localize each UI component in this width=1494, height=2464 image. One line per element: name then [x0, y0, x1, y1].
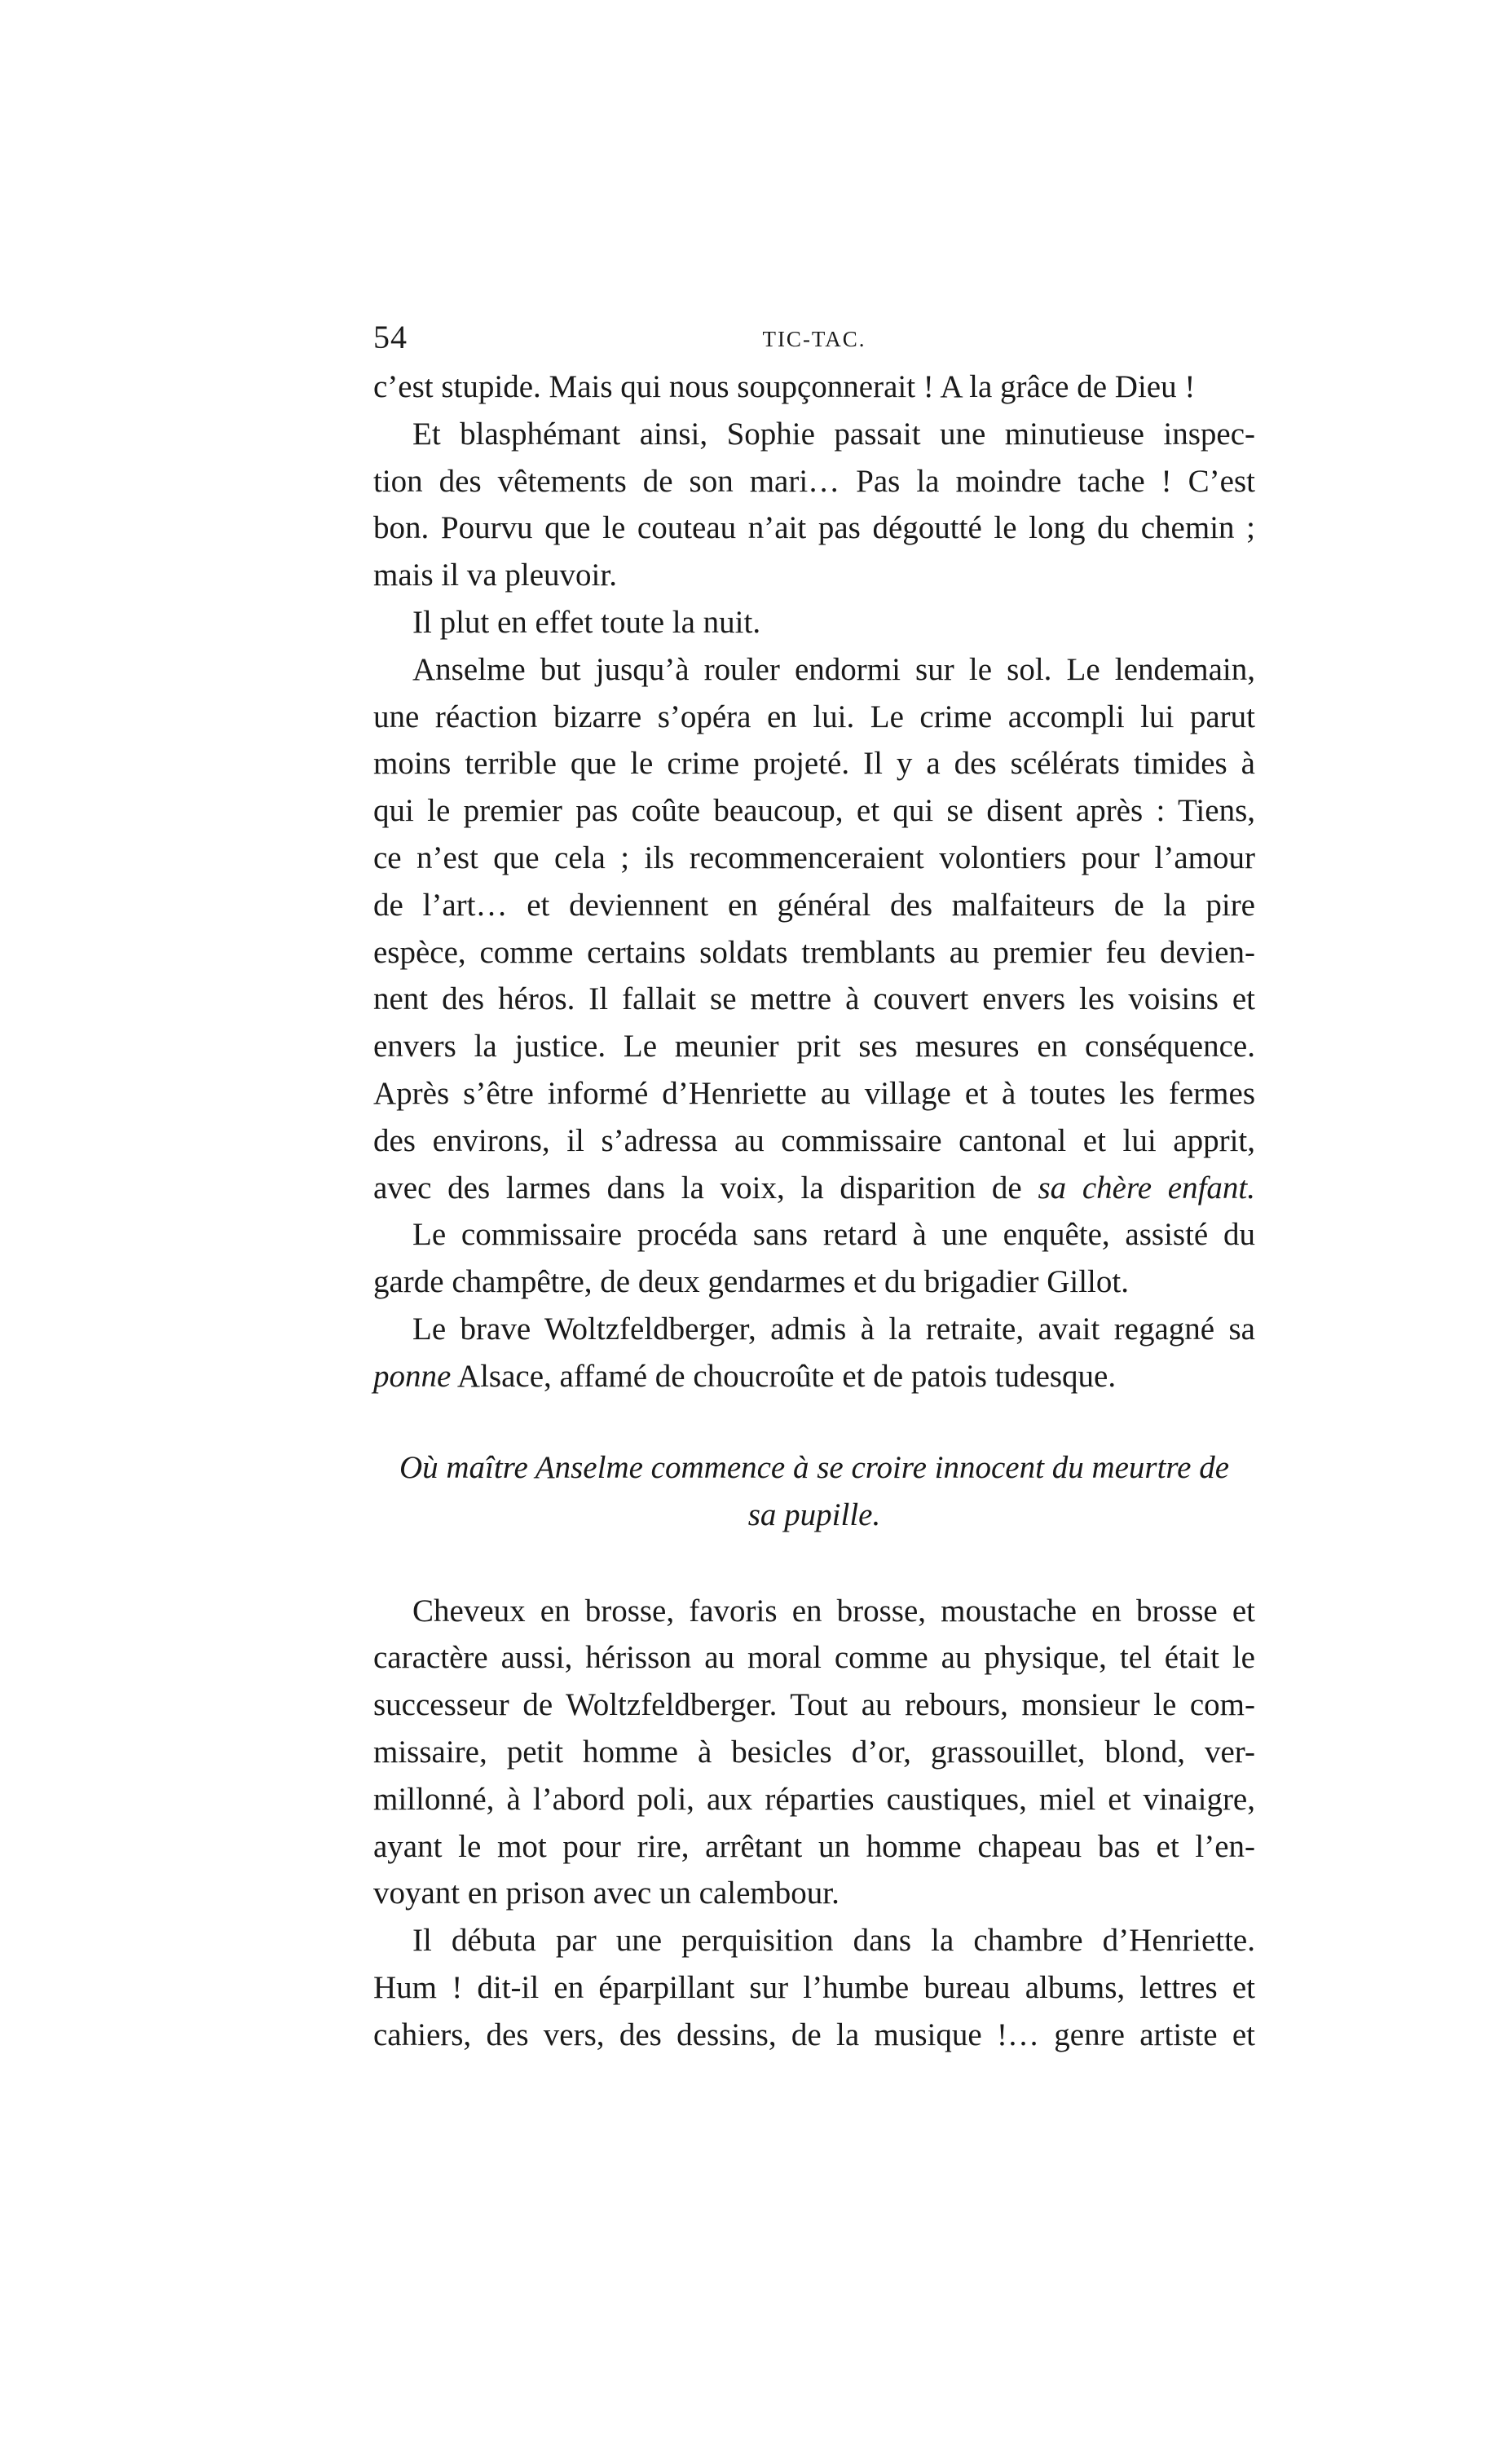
- paragraph-1: [373, 364, 1255, 411]
- text-line: Après s’être informé d’Henriette au village et à toutes les fermes: [373, 1075, 1255, 1111]
- text-line: caractère aussi, hérisson au moral comme au physique, tel était le: [373, 1640, 1255, 1676]
- text-line: tion des vêtements de son mari… Pas la moindre tache ! C’est: [373, 463, 1255, 499]
- text-line: ayant le mot pour rire, arrêtant un homme chapeau bas et l’en-: [373, 1828, 1255, 1864]
- text-line: Le commissaire procéda sans retard à une enquête, assisté du: [412, 1217, 1255, 1253]
- text-line: c’est stupide. Mais qui nous soupçonnerait ! A la grâce de Dieu !: [373, 369, 1196, 404]
- text-line: Cheveux en brosse, favoris en brosse, moustache en brosse et: [412, 1593, 1255, 1629]
- page-number: 54: [373, 319, 408, 355]
- italic-word: ponne: [373, 1358, 452, 1394]
- text-line: garde champêtre, de deux gendarmes et du brigadier Gillot.: [373, 1264, 1129, 1300]
- text-line: Il débuta par une perquisition dans la chambre d’Henriette.: [412, 1923, 1255, 1959]
- text-line: Il plut en effet toute la nuit.: [412, 604, 761, 640]
- section-heading: [373, 1444, 1255, 1539]
- text-line: des environs, il s’adressa au commissaire cantonal et lui apprit,: [373, 1122, 1255, 1158]
- text-line: moins terrible que le crime projeté. Il y a des scélérats timides à: [373, 746, 1255, 782]
- italic-phrase: sa chère enfant.: [1038, 1170, 1255, 1206]
- section-paragraph-2: [373, 1917, 1255, 2058]
- paragraph-4: [373, 646, 1255, 1212]
- text-line: missaire, petit homme à besicles d’or, grassouillet, blond, ver-: [373, 1734, 1255, 1770]
- text-line: Le brave Woltzfeldberger, admis à la retraite, avait regagné sa: [412, 1311, 1255, 1347]
- section-heading-line: Où maître Anselme commence à se croire innocent du meurtre de: [399, 1449, 1230, 1485]
- text-line: Anselme but jusqu’à rouler endormi sur le sol. Le lendemain,: [412, 651, 1255, 687]
- section-paragraph-1: [373, 1588, 1255, 1918]
- page-header: [373, 316, 1255, 364]
- paragraph-3: [373, 599, 1255, 646]
- section-heading-line: sa pupille.: [747, 1496, 881, 1532]
- text-line-with-italic: [373, 1165, 1255, 1212]
- text-line: cahiers, des vers, des dessins, de la musique !… genre artiste et: [373, 2017, 1255, 2052]
- text-line: successeur de Woltzfeldberger. Tout au rebours, monsieur le com-: [373, 1687, 1255, 1723]
- text-line: espèce, comme certains soldats tremblants au premier feu devien-: [373, 934, 1255, 970]
- text-line: qui le premier pas coûte beaucoup, et qui se disent après : Tiens,: [373, 793, 1255, 829]
- text-segment: avec des larmes dans la voix, la disparition de: [373, 1170, 1022, 1206]
- text-line: mais il va pleuvoir.: [373, 558, 617, 593]
- text-segment: Alsace, affamé de choucroûte et de patois tudesque.: [451, 1358, 1117, 1394]
- paragraph-6: [373, 1306, 1255, 1400]
- book-page: [373, 316, 1255, 2059]
- text-line: bon. Pourvu que le couteau n’ait pas dégoutté le long du chemin ;: [373, 510, 1255, 546]
- text-line: millonné, à l’abord poli, aux réparties caustiques, miel et vinaigre,: [373, 1781, 1255, 1817]
- text-line-with-italic: [373, 1353, 1255, 1400]
- paragraph-2: [373, 411, 1255, 599]
- text-line: Et blasphémant ainsi, Sophie passait une minutieuse inspec-: [412, 416, 1255, 452]
- text-line: une réaction bizarre s’opéra en lui. Le crime accompli lui parut: [373, 699, 1255, 734]
- text-line: nent des héros. Il fallait se mettre à couvert envers les voisins et: [373, 981, 1255, 1017]
- paragraph-5: [373, 1211, 1255, 1306]
- text-line: de l’art… et deviennent en général des malfaiteurs de la pire: [373, 887, 1255, 923]
- text-line: Hum ! dit-il en éparpillant sur l’humbe bureau albums, lettres et: [373, 1969, 1255, 2005]
- text-line: ce n’est que cela ; ils recommenceraient volontiers pour l’amour: [373, 840, 1255, 875]
- text-line: voyant en prison avec un calembour.: [373, 1876, 840, 1911]
- body-text: [373, 364, 1255, 2059]
- text-line: envers la justice. Le meunier prit ses mesures en conséquence.: [373, 1029, 1255, 1065]
- running-title: TIC-TAC.: [762, 327, 866, 351]
